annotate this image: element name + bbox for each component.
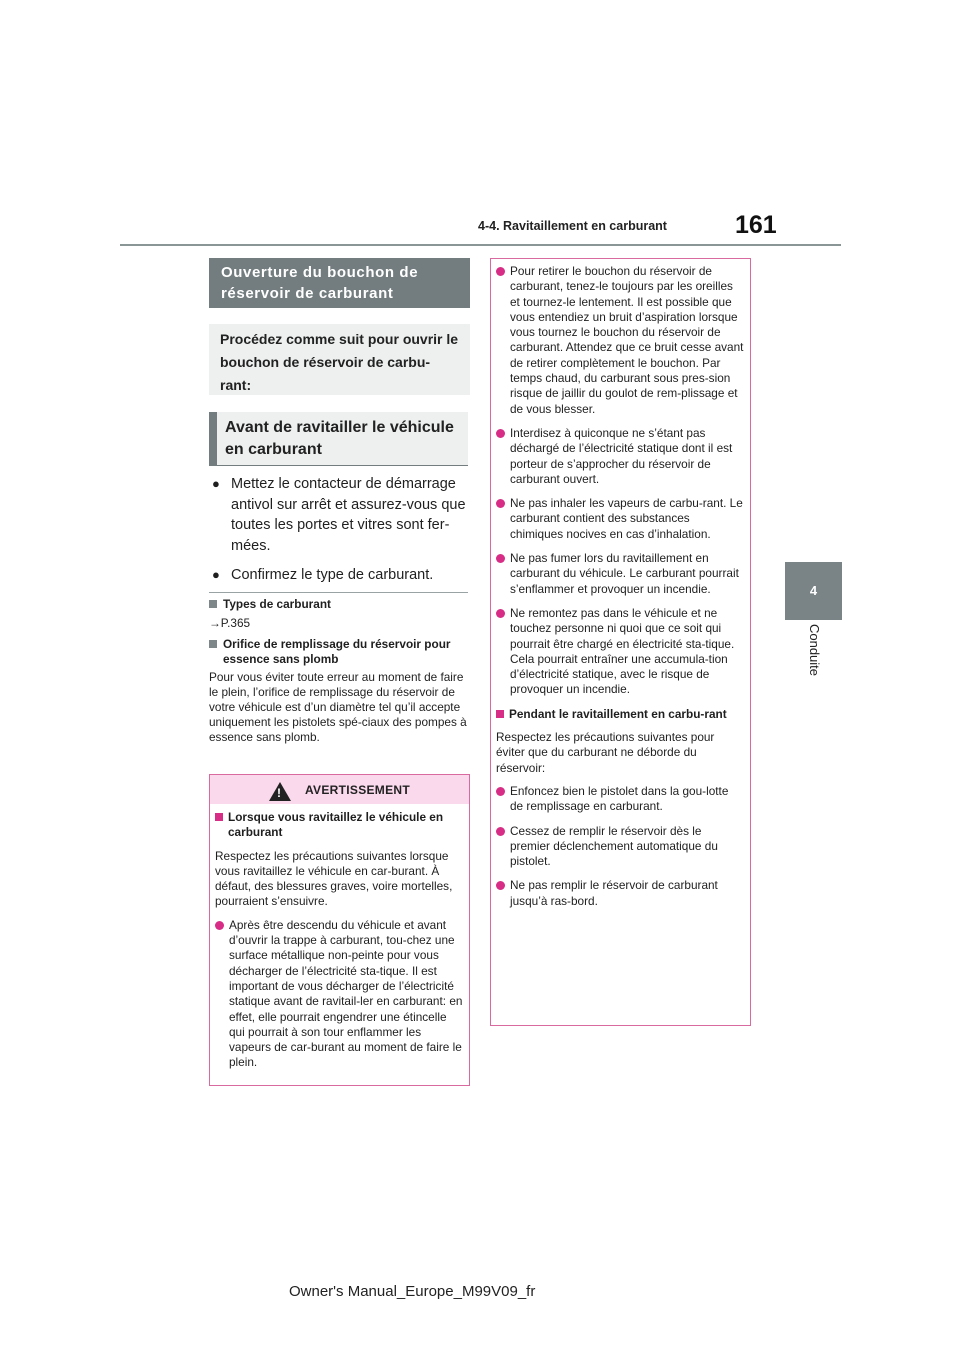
warning-label: AVERTISSEMENT [304,782,411,797]
warning-point [496,824,744,870]
warning-section-title-text: Pendant le ravitaillement en carbu-rant [509,706,727,721]
warning-box [209,774,470,1086]
page-reference[interactable]: →P.365 [209,616,251,630]
heading-fuel-cap-opening [209,258,470,308]
note-heading [209,597,471,612]
warning-point-text: Ne pas inhaler les vapeurs de carbu-rant. Le carburant contient des substances chimiques nocives en cas d’inhalation. [510,496,743,541]
warning-point-text: Interdisez à quiconque ne s’étant pas déchargé de l’électricité statique dont il est porteur de s’approcher du réservoir de carburant ouvert. [510,425,733,486]
warning-section-title [496,707,744,722]
warning-point [496,551,744,597]
warning-point [496,606,744,698]
warning-intro: Respectez les précautions suivantes lorsque vous ravitaillez le véhicule en car-burant. À défaut, des blessures graves, voire mortelles, pourraient s’ensuivre. [215,848,453,909]
note-title: Orifice de remplissage du réservoir pour essence sans plomb [223,637,451,666]
warning-triangle-icon: ! [269,782,291,801]
chapter-tab-number: 4 [785,562,842,620]
intro-box [209,324,470,395]
list-item-text: Mettez le contacteur de démarrage antivol sur arrêt et assurez-vous que toutes les portes et vitres sont fer-mées. [231,476,466,554]
warning-point-text: Ne pas fumer lors du ravitaillement en carburant du véhicule. Le carburant pourrait s’enflammer et provoquer un incendie. [510,551,739,596]
square-bullet-icon [209,600,217,608]
warning-point-text: Ne remontez pas dans le véhicule et ne touchez personne ni quoi que ce soit qui pourrait être chargé en électricité sta-tique. Cela pourrait entraîner une accumula-tion d’électricité statique, avec le risque de provoquer un incendie. [510,605,735,697]
list-item [209,474,471,556]
footer-text: Owner's Manual_Europe_M99V09_fr [289,1283,536,1300]
warning-point [496,426,744,487]
circle-bullet-icon [496,554,505,563]
list-item [209,565,471,586]
warning-box-continued [490,258,751,1026]
square-bullet-icon [215,813,223,821]
header-divider [120,244,841,246]
circle-bullet-icon [496,609,505,618]
note-heading [209,637,471,667]
circle-bullet-icon [496,827,505,836]
warning-intro: Respectez les précautions suivantes pour éviter que du carburant ne déborde du réservoir: [496,730,715,775]
list-item-text: Confirmez le type de carburant. [231,567,434,583]
page-number: 161 [735,211,777,239]
bullet-icon: ● [212,476,220,491]
notes [209,597,471,745]
warning-point-text: Cessez de remplir le réservoir dès le premier déclenchement automatique du pistolet. [510,823,718,869]
circle-bullet-icon [496,499,505,508]
warning-point [496,264,744,417]
warning-section-title-text: Lorsque vous ravitaillez le véhicule en carburant [228,810,444,840]
heading-before-refuel [209,412,468,466]
intro-text: Procédez comme suit pour ouvrir le bouchon de réservoir de carbu-rant: [220,331,459,393]
square-bullet-icon [209,640,217,648]
bullet-list [209,474,471,595]
circle-bullet-icon [496,881,505,890]
warning-point-text: Enfoncez bien le pistolet dans la gou-lotte de remplissage en carburant. [510,783,729,814]
circle-bullet-icon [496,787,505,796]
chapter-tab-label: Conduite [807,623,822,677]
heading-text: Ouverture du bouchon de réservoir de carburant [221,264,419,302]
note-text: Pour vous éviter toute erreur au moment de faire le plein, l’orifice de remplissage du réservoir de votre véhicule est d’un diamètre tel qu’il accepte uniquement les pistolets spé-ciaux des pompes à essence sans plomb. [209,670,467,744]
warning-point-text: Après être descendu du véhicule et avant d’ouvrir la trappe à carburant, tou-chez une surface métallique non-peinte pour vous décharger de l’électricité sta-tique. Il est important de vous décharger de l’électricité statique avant de ravitail-ler en carburant: en effet, elle pourrait engendrer une étincelle qui pourrait à son tour enflammer les vapeurs de car-burant au moment de faire le plein. [229,917,463,1070]
section-title: 4-4. Ravitaillement en carburant [478,219,667,233]
warning-point [496,496,744,542]
warning-section-title [215,810,463,841]
warning-point [496,784,744,815]
warning-point-text: Pour retirer le bouchon du réservoir de carburant, tenez-le toujours par les oreilles et tournez-le lentement. Il est possible que vous entendiez un bruit d’aspiration lorsque vous tournez le bouchon du réservoir de carburant. Attendez que ce bruit cesse avant de retirer complètement le bouchon. Par temps chaud, du carburant sous pres-sion risque de jaillir du goulot de rem-plissage et de vous blesser. [510,264,744,416]
warning-header [210,775,469,804]
heading-text: Avant de ravitailler le véhicule en carburant [225,419,454,458]
circle-bullet-icon [496,429,505,438]
circle-bullet-icon [215,921,224,930]
square-bullet-icon [496,710,504,718]
warning-point [215,918,463,1071]
circle-bullet-icon [496,267,505,276]
warning-point [496,878,744,909]
section-divider [209,592,468,593]
bullet-icon: ● [212,567,220,582]
warning-point-text: Ne pas remplir le réservoir de carburant jusqu’à ras-bord. [510,878,718,908]
note-title: Types de carburant [223,597,331,611]
